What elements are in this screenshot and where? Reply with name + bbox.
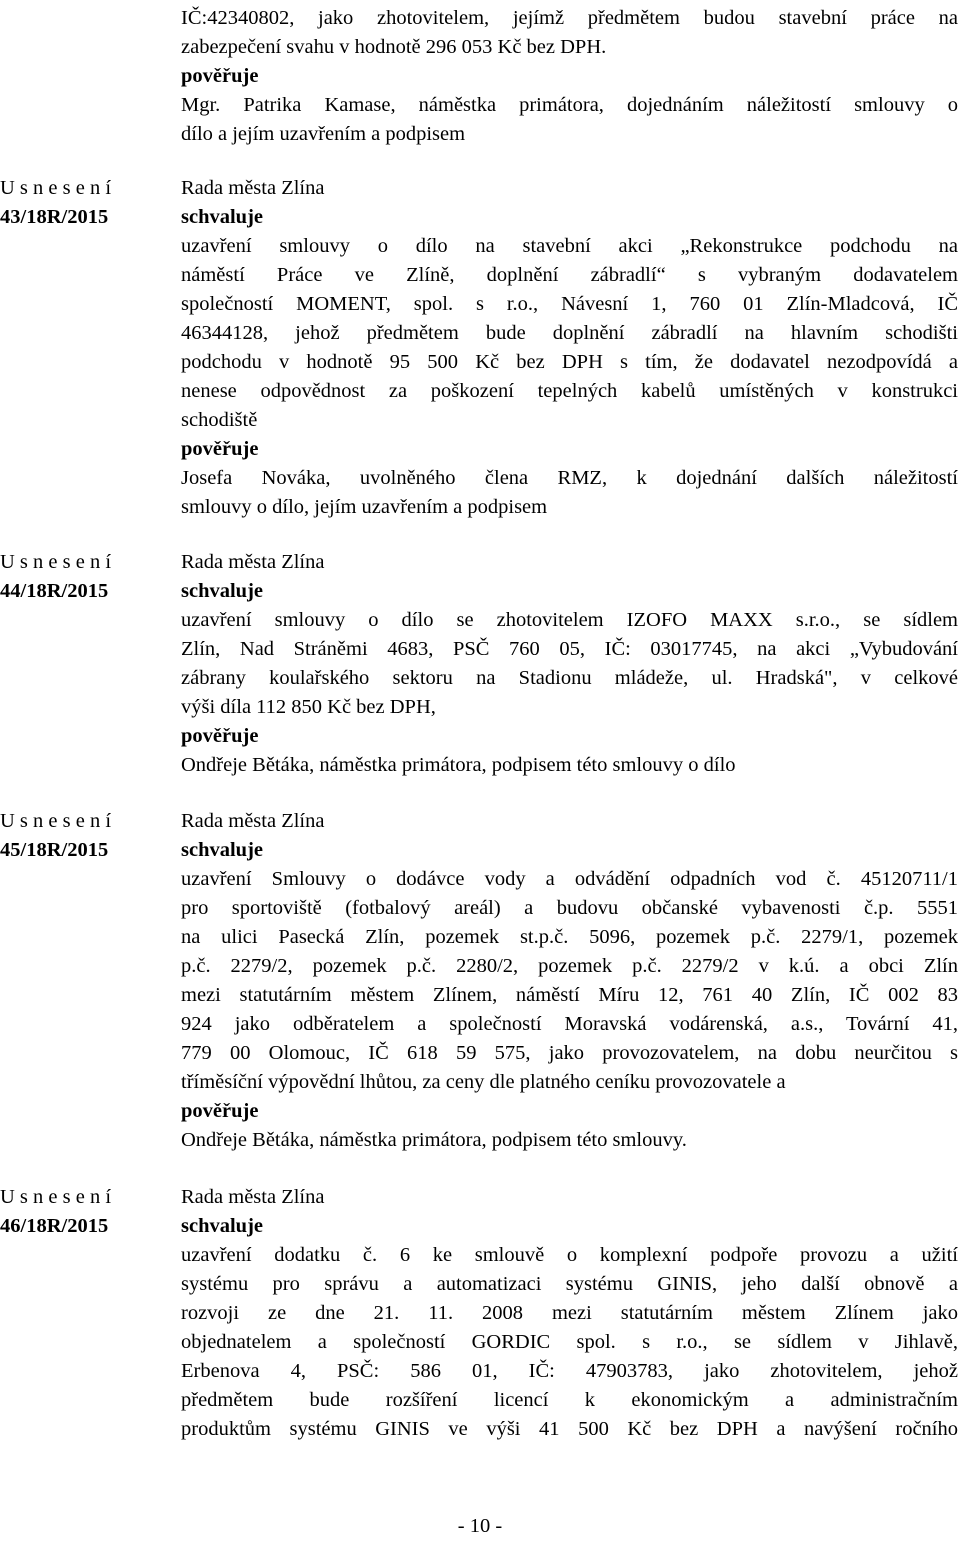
keyword-poveruje: pověřuje	[181, 725, 259, 747]
text-line: schodiště	[181, 409, 258, 431]
text-line: p.č. 2279/2, pozemek p.č. 2280/2, pozemek p.č. 2279/2 v k.ú. a obci Zlín	[181, 955, 958, 977]
resolution-label: U s n e s e n í	[0, 1186, 112, 1208]
text-line: náměstí Práce ve Zlíně, doplnění zábradlí“ s vybraným dodavatelem	[181, 264, 958, 286]
text-line: Ondřeje Bětáka, náměstka primátora, podpisem této smlouvy.	[181, 1129, 687, 1151]
resolution-number: 46/18R/2015	[0, 1215, 109, 1237]
text-line: IČ:42340802, jako zhotovitelem, jejímž předmětem budou stavební práce na	[181, 7, 958, 29]
keyword-poveruje: pověřuje	[181, 1100, 259, 1122]
keyword-schvaluje: schvaluje	[181, 580, 263, 602]
resolution-43-text	[181, 174, 958, 522]
resolution-label: U s n e s e n í	[0, 810, 112, 832]
text-line: výši díla 112 850 Kč bez DPH,	[181, 696, 436, 718]
page-number: - 10 -	[457, 1515, 503, 1537]
resolution-44-text	[181, 548, 958, 780]
council-name: Rada města Zlína	[181, 1186, 325, 1208]
text-line: uzavření smlouvy o dílo na stavební akci „Rekonstrukce podchodu na	[181, 235, 958, 257]
text-line: 46344128, jehož předmětem bude doplnění zábradlí na hlavním schodišti	[181, 322, 958, 344]
text-line: zábrany koulařského sektoru na Stadionu mládeže, ul. Hradská", v celkové	[181, 667, 958, 689]
resolution-number: 44/18R/2015	[0, 580, 109, 602]
text-line: uzavření smlouvy o dílo se zhotovitelem IZOFO MAXX s.r.o., se sídlem	[181, 609, 958, 631]
resolution-43-heading	[0, 174, 150, 232]
text-line: předmětem bude rozšíření licencí k ekonomickým a administračním	[181, 1389, 958, 1411]
keyword-schvaluje: schvaluje	[181, 839, 263, 861]
text-line: produktům systému GINIS ve výši 41 500 Kč bez DPH a navýšení ročního	[181, 1418, 958, 1440]
text-line: Erbenova 4, PSČ: 586 01, IČ: 47903783, jako zhotovitelem, jehož	[181, 1360, 958, 1382]
resolution-45-heading	[0, 807, 150, 865]
text-line: na ulici Pasecká Zlín, pozemek st.p.č. 5096, pozemek p.č. 2279/1, pozemek	[181, 926, 958, 948]
text-line: 779 00 Olomouc, IČ 618 59 575, jako provozovatelem, na dobu neurčitou s	[181, 1042, 958, 1064]
resolution-44-heading	[0, 548, 150, 606]
text-line: 924 jako odběratelem a společností Moravská vodárenská, a.s., Tovární 41,	[181, 1013, 958, 1035]
text-line: společností MOMENT, spol. s r.o., Návesní 1, 760 01 Zlín-Mladcová, IČ	[181, 293, 958, 315]
resolution-46-text	[181, 1183, 958, 1444]
text-line: Zlín, Nad Stráněmi 4683, PSČ 760 05, IČ: 03017745, na akci „Vybudování	[181, 638, 958, 660]
text-line: tříměsíční výpovědní lhůtou, za ceny dle platného ceníku provozovatele a	[181, 1071, 786, 1093]
text-line: podchodu v hodnotě 95 500 Kč bez DPH s tím, že dodavatel nezodpovídá a	[181, 351, 958, 373]
council-name: Rada města Zlína	[181, 177, 325, 199]
text-line: uzavření Smlouvy o dodávce vody a odvádění odpadních vod č. 45120711/1	[181, 868, 958, 890]
text-line: rozvoji ze dne 21. 11. 2008 mezi statutárním městem Zlínem jako	[181, 1302, 958, 1324]
resolution-number: 45/18R/2015	[0, 839, 109, 861]
text-line: nenese odpovědnost za poškození tepelných kabelů umístěných v konstrukci	[181, 380, 958, 402]
text-line: mezi statutárním městem Zlínem, náměstí Míru 12, 761 40 Zlín, IČ 002 83	[181, 984, 958, 1006]
text-line: Josefa Nováka, uvolněného člena RMZ, k dojednání dalších náležitostí	[181, 467, 958, 489]
keyword-poveruje: pověřuje	[181, 438, 259, 460]
council-name: Rada města Zlína	[181, 810, 325, 832]
text-line: Ondřeje Bětáka, náměstka primátora, podpisem této smlouvy o dílo	[181, 754, 736, 776]
text-line: zabezpečení svahu v hodnotě 296 053 Kč bez DPH.	[181, 36, 607, 58]
resolution-label: U s n e s e n í	[0, 551, 112, 573]
text-line: smlouvy o dílo, jejím uzavřením a podpisem	[181, 496, 548, 518]
keyword-poveruje: pověřuje	[181, 65, 259, 87]
keyword-schvaluje: schvaluje	[181, 1215, 263, 1237]
text-line: dílo a jejím uzavřením a podpisem	[181, 123, 466, 145]
resolution-number: 43/18R/2015	[0, 206, 109, 228]
text-line: systému pro správu a automatizaci systému GINIS, jeho další obnově a	[181, 1273, 958, 1295]
text-line: Mgr. Patrika Kamase, náměstka primátora, dojednáním náležitostí smlouvy o	[181, 94, 958, 116]
intro-text	[181, 4, 958, 149]
text-line: pro sportoviště (fotbalový areál) a budovu občanské vybavenosti č.p. 5551	[181, 897, 958, 919]
keyword-schvaluje: schvaluje	[181, 206, 263, 228]
text-line: uzavření dodatku č. 6 ke smlouvě o komplexní podpoře provozu a užití	[181, 1244, 958, 1266]
resolution-46-heading	[0, 1183, 150, 1241]
resolution-label: U s n e s e n í	[0, 177, 112, 199]
resolution-45-text	[181, 807, 958, 1155]
council-name: Rada města Zlína	[181, 551, 325, 573]
text-line: objednatelem a společností GORDIC spol. s r.o., se sídlem v Jihlavě,	[181, 1331, 958, 1353]
